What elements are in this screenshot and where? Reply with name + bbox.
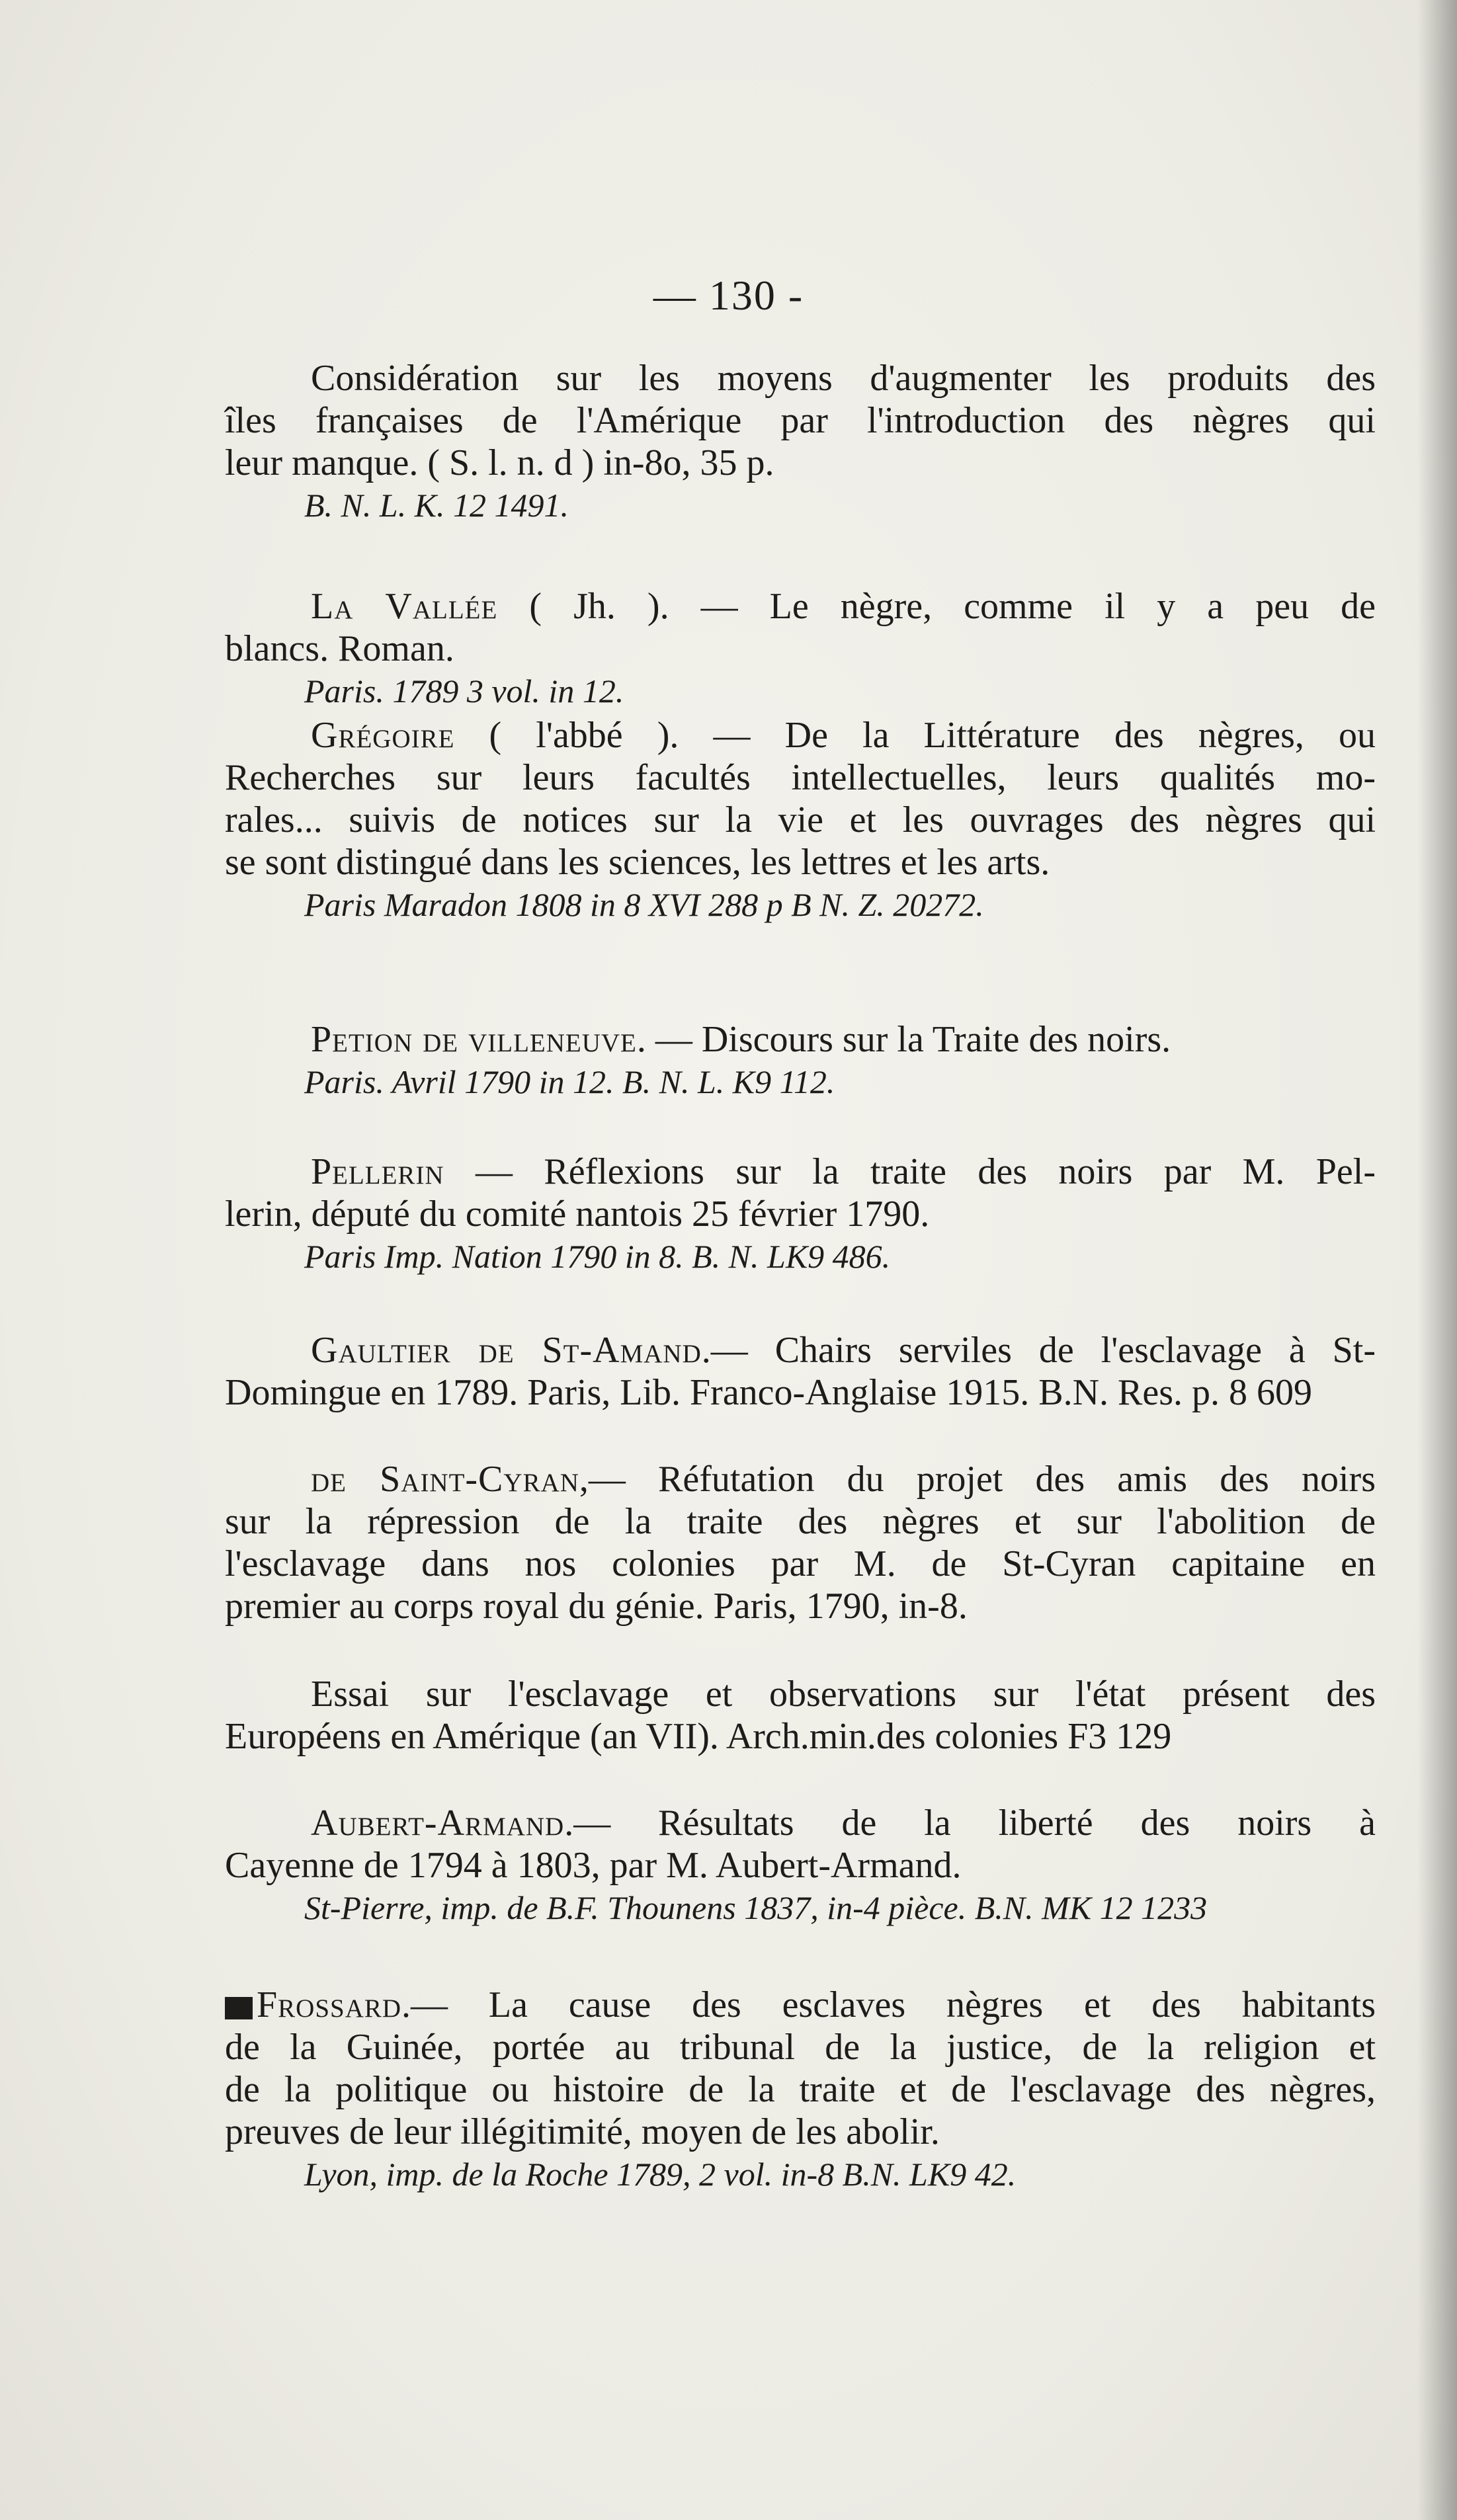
- entry-reference: Paris. Avril 1790 in 12. B. N. L. K9 112.: [304, 1063, 835, 1100]
- entry-line: blancs. Roman.: [225, 628, 454, 669]
- entry-title-start: .— Chairs serviles de l'esclavage à St-: [701, 1330, 1376, 1371]
- entry-line: leur manque. ( S. l. n. d ) in-8o, 35 p.: [225, 442, 774, 483]
- entry-title-start: ,— Réfutation du projet des amis des noirs: [579, 1459, 1376, 1500]
- entry-line: rales... suivis de notices sur la vie et les ouvrages des nègres qui: [225, 799, 1376, 840]
- entry-title-start: Essai sur l'esclavage et observations sur l'état présent des: [311, 1674, 1376, 1715]
- bibliography-entry-frossard: [225, 1984, 1376, 2195]
- author-name: La Vallée: [311, 586, 498, 627]
- bibliography-entry-petion: [225, 1018, 1376, 1103]
- entry-title-start: .— Résultats de la liberté des noirs à: [564, 1803, 1376, 1844]
- entry-line: lerin, député du comité nantois 25 février 1790.: [225, 1194, 930, 1235]
- entry-line: de la Guinée, portée au tribunal de la justice, de la religion et: [225, 2027, 1376, 2068]
- entry-line: l'esclavage dans nos colonies par M. de St-Cyran capitaine en: [225, 1543, 1376, 1584]
- entry-title-start: ( l'abbé ). — De la Littérature des nègres, ou: [454, 715, 1376, 756]
- entry-title-start: ( Jh. ). — Le nègre, comme il y a peu de: [497, 586, 1376, 627]
- entry-line: Considération sur les moyens d'augmenter les produits des: [311, 358, 1376, 399]
- entry-heading-line: [225, 1984, 1376, 2026]
- bibliography-entry-gaultier: [225, 1329, 1376, 1414]
- author-name: Grégoire: [311, 715, 455, 756]
- bibliography-entry-la-vallee: [225, 585, 1376, 712]
- entry-heading-line: [225, 1151, 1376, 1193]
- author-name: Aubert-Armand: [311, 1803, 565, 1844]
- entry-line: îles françaises de l'Amérique par l'introduction des nègres qui: [225, 400, 1376, 441]
- entry-line: se sont distingué dans les sciences, les lettres et les arts.: [225, 842, 1050, 883]
- entry-line: de la politique ou histoire de la traite et de l'esclavage des nègres,: [225, 2069, 1376, 2110]
- entry-title-start: . — Discours sur la Traite des noirs.: [636, 1019, 1171, 1060]
- bibliography-entry-consideration: [225, 357, 1376, 526]
- entry-reference: Lyon, imp. de la Roche 1789, 2 vol. in-8 B.N. LK9 42.: [304, 2156, 1017, 2193]
- entry-line: Cayenne de 1794 à 1803, par M. Aubert-Armand.: [225, 1845, 962, 1886]
- entry-heading-line: [225, 1329, 1376, 1371]
- entry-reference: Paris. 1789 3 vol. in 12.: [304, 672, 624, 710]
- entry-reference: Paris Imp. Nation 1790 in 8. B. N. LK9 486.: [304, 1238, 891, 1275]
- entry-title-start: .— La cause des esclaves nègres et des habitants: [401, 1984, 1376, 2025]
- bibliography-entry-saint-cyran: [225, 1458, 1376, 1627]
- bibliography-entry-pellerin: [225, 1151, 1376, 1278]
- entry-title-start: — Réflexions sur la traite des noirs par M. Pel-: [444, 1151, 1376, 1192]
- entry-line: preuves de leur illégitimité, moyen de les abolir.: [225, 2111, 940, 2152]
- entry-reference: St-Pierre, imp. de B.F. Thounens 1837, in-4 pièce. B.N. MK 12 1233: [304, 1889, 1208, 1926]
- entry-line: Recherches sur leurs facultés intellectuelles, leurs qualités mo-: [225, 757, 1376, 798]
- entry-heading-line: [225, 714, 1376, 756]
- entry-heading-line: [225, 1458, 1376, 1500]
- entry-heading-line: [225, 1673, 1376, 1715]
- entry-heading-line: [225, 1802, 1376, 1844]
- entry-line: premier au corps royal du génie. Paris, 1790, in-8.: [225, 1586, 968, 1627]
- bibliography-entry-aubert-armand: [225, 1802, 1376, 1929]
- author-name: Frossard: [257, 1984, 402, 2025]
- author-name: Pellerin: [311, 1151, 444, 1192]
- author-name: Gaultier de St-Amand: [311, 1330, 702, 1371]
- entry-line: sur la répression de la traite des nègres et sur l'abolition de: [225, 1501, 1376, 1542]
- page-number: — 130 -: [653, 272, 804, 319]
- page-edge-shadow: [1417, 0, 1457, 2520]
- margin-marker-icon: [225, 1997, 253, 2019]
- bibliography-entry-essai: [225, 1673, 1376, 1758]
- entry-heading-line: [225, 1018, 1376, 1061]
- entry-line: Européens en Amérique (an VII). Arch.min.des colonies F3 129: [225, 1716, 1172, 1757]
- entry-reference: B. N. L. K. 12 1491.: [304, 487, 569, 524]
- entry-line: Domingue en 1789. Paris, Lib. Franco-Anglaise 1915. B.N. Res. p. 8 609: [225, 1372, 1313, 1413]
- entry-heading-line: [225, 585, 1376, 628]
- entry-reference: Paris Maradon 1808 in 8 XVI 288 p B N. Z. 20272.: [304, 886, 984, 923]
- bibliography-entry-gregoire: [225, 714, 1376, 926]
- author-name: de Saint-Cyran: [311, 1459, 579, 1500]
- author-name: Petion de villeneuve: [311, 1019, 637, 1060]
